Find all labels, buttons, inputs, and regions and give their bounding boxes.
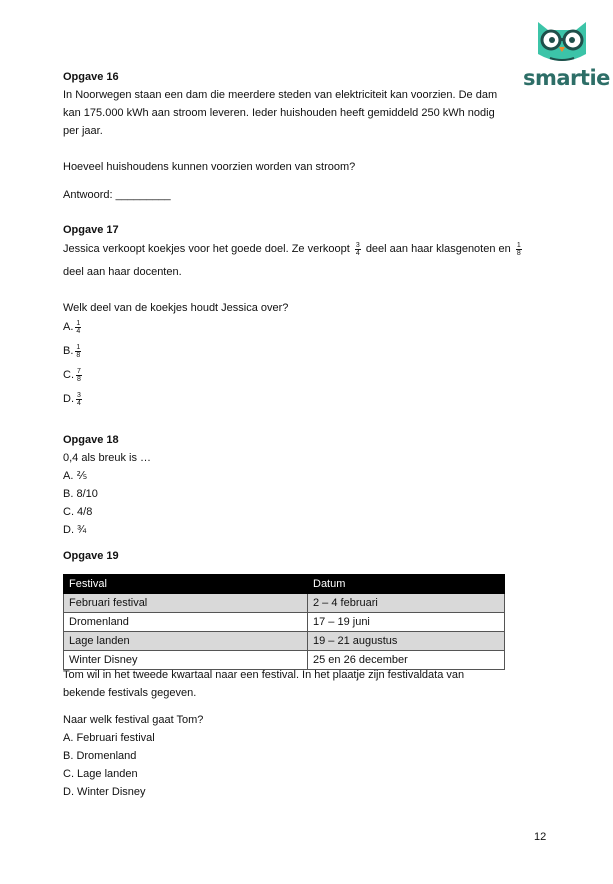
q17-option-a: A. $\frac{1}{4}$ bbox=[63, 319, 81, 335]
table-row bbox=[64, 632, 505, 651]
table-cell-datum: 19 – 21 augustus bbox=[308, 632, 505, 651]
q16-text-line2: kan 175.000 kWh aan stroom leveren. Ieder huishouden heeft gemiddeld 250 kWh nodig bbox=[63, 107, 495, 119]
q19-question: Naar welk festival gaat Tom? bbox=[63, 714, 204, 726]
logo-text: smartie bbox=[523, 66, 610, 90]
q18-title: Opgave 18 bbox=[63, 434, 119, 446]
q16-title: Opgave 16 bbox=[63, 71, 119, 83]
table-cell-datum: 17 – 19 juni bbox=[308, 613, 505, 632]
q19-title: Opgave 19 bbox=[63, 550, 119, 562]
q19-text-line1: Tom wil in het tweede kwartaal naar een festival. In het plaatje zijn festivaldata van bbox=[63, 669, 465, 681]
table-cell-festival: Februari festival bbox=[64, 594, 308, 613]
q17-text-part1: Jessica verkoopt koekjes voor het goede doel. Ze verkoopt bbox=[63, 243, 350, 255]
q18-option-c: C. 4/8 bbox=[63, 506, 93, 518]
q19-option-d: D. Winter Disney bbox=[63, 786, 146, 798]
q19-option-c: C. Lage landen bbox=[63, 768, 138, 780]
q16-text-line1: In Noorwegen staan een dam die meerdere steden van elektriciteit kan voorzien. De dam bbox=[63, 89, 498, 101]
table-cell-datum: 2 – 4 februari bbox=[308, 594, 505, 613]
q19-option-a: A. Februari festival bbox=[63, 732, 155, 744]
festival-table bbox=[63, 574, 505, 670]
q18-option-b: B. 8/10 bbox=[63, 488, 98, 500]
q17-option-c: C. $\frac{7}{8}$ bbox=[63, 367, 81, 383]
page-number: 12 bbox=[534, 831, 547, 843]
q17-option-b: B. $\frac{1}{8}$ bbox=[63, 343, 81, 359]
q16-answer-line: Antwoord: _________ bbox=[63, 189, 171, 201]
q17-option-d: D. $\frac{3}{4}$ bbox=[63, 391, 81, 407]
q17-fraction-2: $\frac{1}{8}$ bbox=[516, 241, 521, 257]
q17-text-part2: deel aan haar klasgenoten en bbox=[365, 243, 511, 255]
q19-text-line2: bekende festivals gegeven. bbox=[63, 687, 197, 699]
q17-text-line1 bbox=[63, 240, 524, 258]
table-cell-festival: Winter Disney bbox=[64, 651, 308, 670]
table-header-row bbox=[64, 575, 505, 594]
table-cell-festival: Lage landen bbox=[64, 632, 308, 651]
q19-option-b: B. Dromenland bbox=[63, 750, 137, 762]
q17-title: Opgave 17 bbox=[63, 224, 119, 236]
q18-question: 0,4 als breuk is … bbox=[63, 452, 152, 464]
q18-option-a: A. ⅖ bbox=[63, 470, 88, 482]
q17-question: Welk deel van de koekjes houdt Jessica over? bbox=[63, 302, 289, 314]
q16-question: Hoeveel huishoudens kunnen voorzien worden van stroom? bbox=[63, 161, 356, 173]
table-cell-festival: Dromenland bbox=[64, 613, 308, 632]
table-row bbox=[64, 594, 505, 613]
table-row bbox=[64, 613, 505, 632]
table-header-festival: Festival bbox=[64, 575, 308, 594]
q18-option-d: D. ¾ bbox=[63, 524, 87, 536]
table-header-datum: Datum bbox=[308, 575, 505, 594]
q17-fraction-1: $\frac{3}{4}$ bbox=[355, 241, 360, 257]
q17-text-line2: deel aan haar docenten. bbox=[63, 266, 182, 278]
q16-text-line3: per jaar. bbox=[63, 125, 103, 137]
table-cell-datum: 25 en 26 december bbox=[308, 651, 505, 670]
